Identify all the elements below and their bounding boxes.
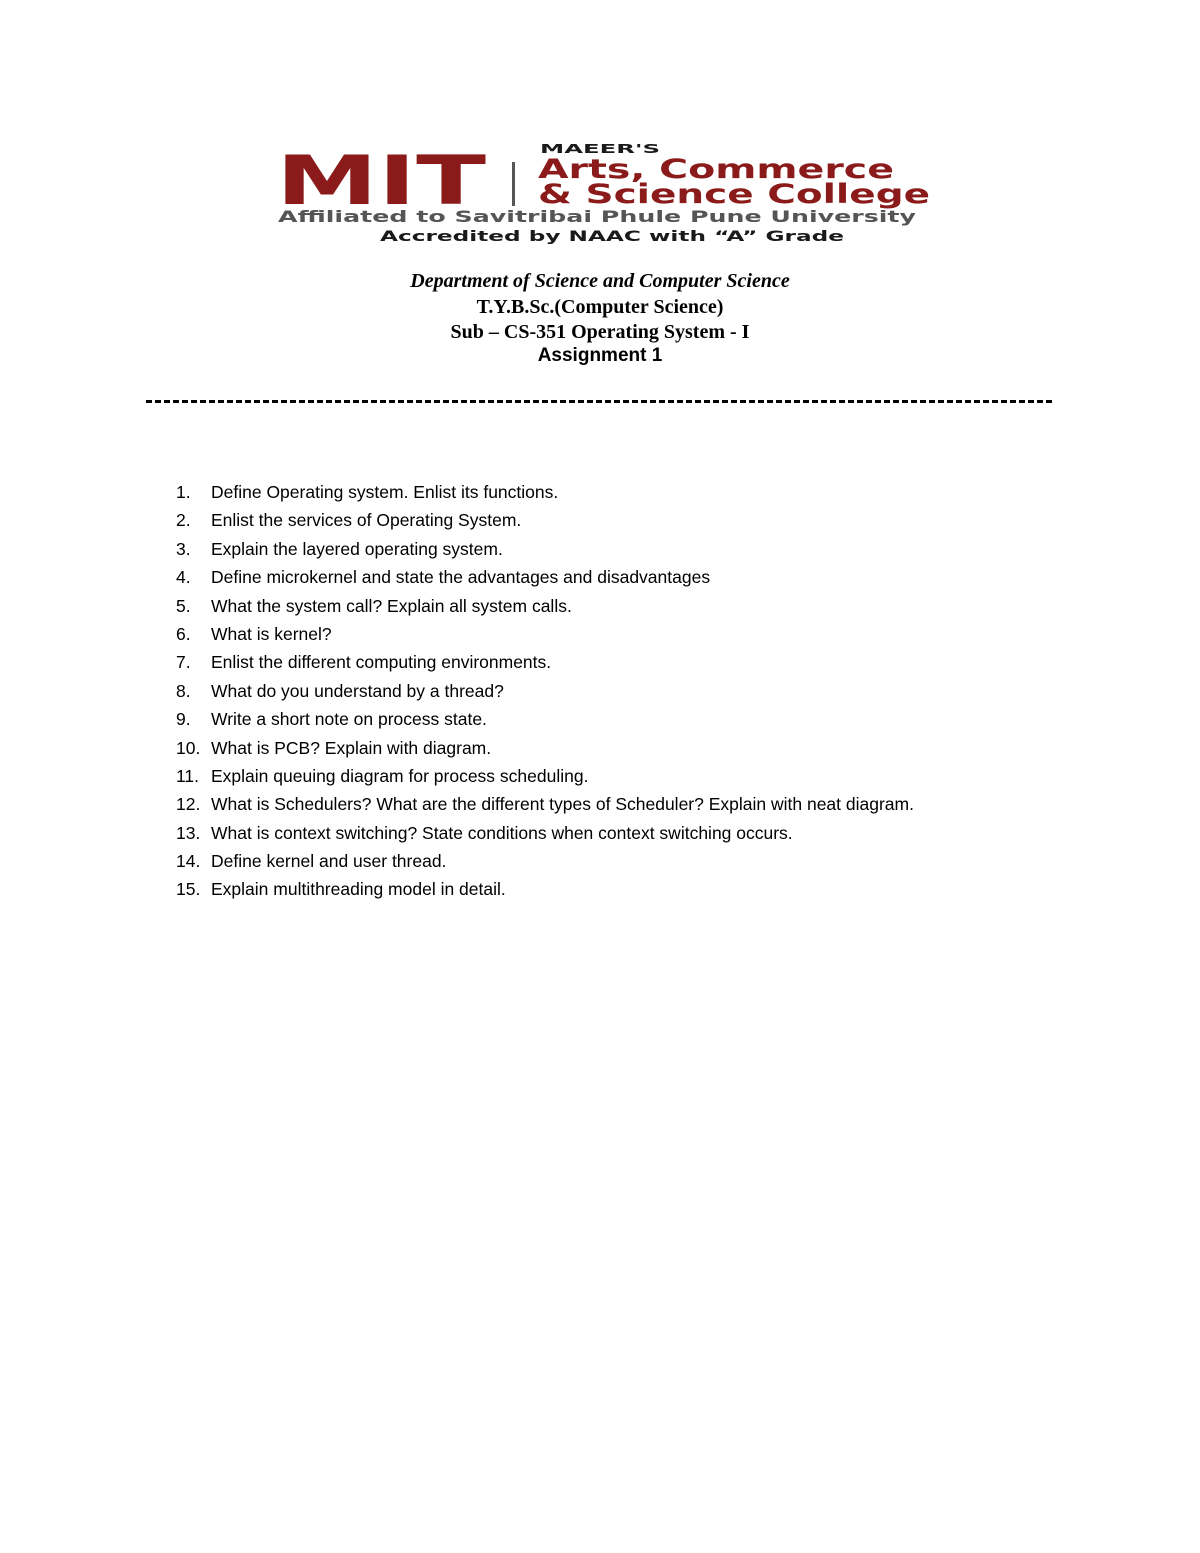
question-text: Define Operating system. Enlist its functions. xyxy=(211,482,559,502)
subject-title: Sub – CS-351 Operating System - I xyxy=(450,321,750,343)
question-number: 6. xyxy=(176,623,191,644)
college-logo xyxy=(276,140,936,250)
question-number: 15. xyxy=(176,879,201,900)
question-number: 10. xyxy=(176,737,201,758)
question-text: Define microkernel and state the advantages and disadvantages xyxy=(211,567,711,588)
question-text: Enlist the services of Operating System. xyxy=(211,510,522,531)
question-text: What is PCB? Explain with diagram. xyxy=(211,737,492,758)
question-item xyxy=(176,705,1076,733)
question-text: Write a short note on process state. xyxy=(211,709,487,730)
question-text: What is context switching? State conditions when context switching occurs. xyxy=(211,822,793,843)
question-item xyxy=(176,734,1076,762)
question-text: Define kernel and user thread. xyxy=(211,851,447,872)
question-item xyxy=(176,762,1076,790)
question-item xyxy=(176,592,1076,620)
question-text: Explain multithreading model in detail. xyxy=(211,879,506,900)
logo-divider xyxy=(512,162,515,206)
question-number: 9. xyxy=(176,709,191,730)
question-item xyxy=(176,875,1076,903)
question-item xyxy=(176,535,1076,563)
question-number: 2. xyxy=(176,510,191,531)
question-item xyxy=(176,790,1076,818)
question-number: 7. xyxy=(176,652,191,673)
question-text: What is kernel? xyxy=(211,623,332,644)
course-title: T.Y.B.Sc.(Computer Science) xyxy=(476,296,724,318)
question-text: What is Schedulers? What are the different types of Scheduler? Explain with neat diagram. xyxy=(211,794,914,815)
logo-prefix-text: MAEER'S xyxy=(540,142,660,156)
question-text: Explain queuing diagram for process scheduling. xyxy=(211,765,589,786)
question-item xyxy=(176,847,1076,875)
logo-college-line2: & Science College xyxy=(538,179,930,210)
logo-affiliation-text: Affiliated to Savitribai Phule Pune University xyxy=(278,207,917,226)
question-item xyxy=(176,478,1076,506)
logo-college-line1: Arts, Commerce xyxy=(538,154,894,185)
question-text: What do you understand by a thread? xyxy=(211,680,504,701)
question-item xyxy=(176,819,1076,847)
assignment-title: Assignment 1 xyxy=(537,345,663,366)
logo-brand-text: MIT xyxy=(276,142,487,221)
question-number: 4. xyxy=(176,567,191,588)
question-text: Enlist the different computing environments. xyxy=(211,652,552,673)
question-text: Explain the layered operating system. xyxy=(211,538,503,559)
question-number: 13. xyxy=(176,822,201,843)
question-text: What the system call? Explain all system calls. xyxy=(211,595,572,616)
question-number: 12. xyxy=(176,794,201,815)
question-item xyxy=(176,620,1076,648)
question-number: 1. xyxy=(176,482,191,502)
question-number: 14. xyxy=(176,851,201,872)
question-number: 8. xyxy=(176,680,191,701)
question-list xyxy=(176,478,1076,904)
question-item xyxy=(176,648,1076,676)
separator-rule xyxy=(146,400,1052,403)
logo-accreditation-text: Accredited by NAAC with “A” Grade xyxy=(380,229,844,245)
question-number: 5. xyxy=(176,595,191,616)
department-title: Department of Science and Computer Science xyxy=(410,270,790,292)
college-logo-graphic xyxy=(276,140,936,250)
question-item xyxy=(176,677,1076,705)
question-item xyxy=(176,563,1076,591)
question-item xyxy=(176,506,1076,534)
question-number: 3. xyxy=(176,538,191,559)
question-number: 11. xyxy=(176,765,200,786)
